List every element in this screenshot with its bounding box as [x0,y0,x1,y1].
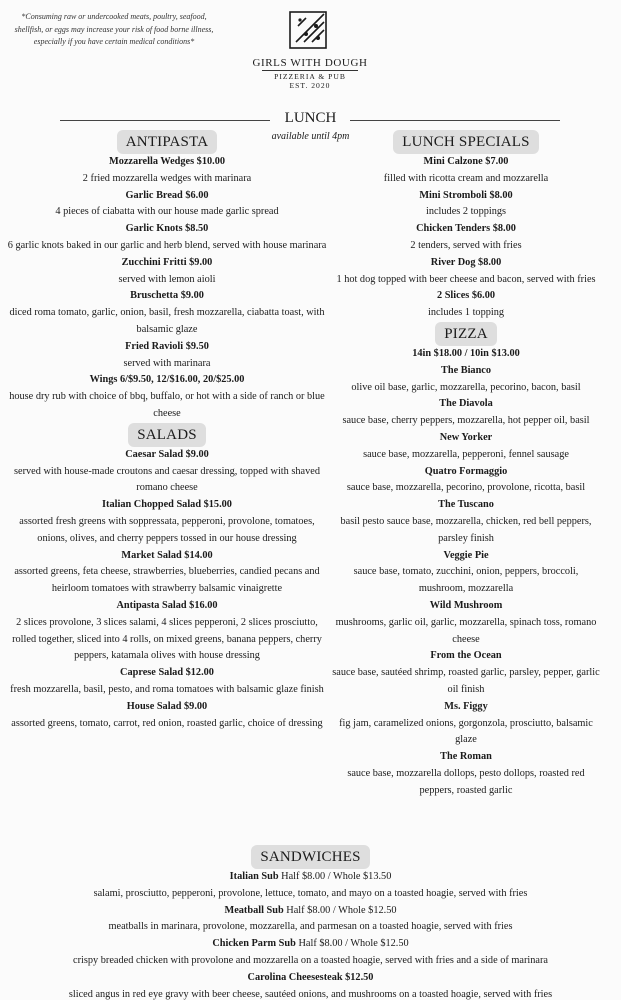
left-column [2,130,332,732]
item-description: basil pesto sauce base, mozzarella, chicken, red bell peppers, parsley finish [340,515,592,544]
item-description: salami, prosciutto, pepperoni, provolone, lettuce, tomato, and mayo on a toasted hoagie, served with fries [93,887,528,899]
item-name: The Bianco [440,364,492,376]
item-price: Half $8.00 / Whole $13.50 [281,871,392,882]
item-description: served with marinara [123,357,211,369]
item-description: 2 tenders, served with fries [410,239,522,251]
item-name: The Tuscano [438,499,494,511]
menu-item [328,464,604,498]
item-description: includes 2 toppings [425,206,507,218]
item-description: crispy breaded chicken with provolone and mozzarella on a toasted hoagie, served with fries and a side of marinara [73,954,548,966]
item-name: Meatball Sub [224,904,284,916]
item-description: sauce base, sautéed shrimp, roasted garlic, parsley, pepper, garlic oil finish [332,667,600,695]
menu-item [2,447,332,497]
item-description: sliced angus in red eye gravy with beer cheese, sautéed onions, and mushrooms on a toasted hoagie, served with fries [68,988,553,1000]
health-disclaimer: *Consuming raw or undercooked meats, poultry, seafood, shellfish, or eggs may increase your risk of food borne illness, especially if you have certain medical conditions* [14,12,214,47]
item-name: Mozzarella Wedges $10.00 [108,156,225,167]
item-price: Half $8.00 / Whole $12.50 [298,938,409,950]
salads-heading: SALADS [128,423,206,447]
logo-established: EST. 2020 [289,81,331,90]
right-column [328,130,604,799]
item-name: River Dog $8.00 [430,256,502,268]
menu-item [328,598,604,648]
item-name: Zucchini Fritti $9.00 [121,256,213,268]
item-description: filled with ricotta cream and mozzarella [383,172,549,184]
item-name: Wings 6/$9.50, 12/$16.00, 20/$25.00 [89,374,245,386]
item-name: New Yorker [439,431,493,443]
item-name: Fried Ravioli $9.50 [125,340,209,352]
item-description: sauce base, cherry peppers, mozzarella, hot pepper oil, basil [342,415,590,427]
item-description: house dry rub with choice of bbq, buffalo, or hot with a side of ranch or blue cheese [9,391,325,419]
item-name: Veggie Pie [443,549,489,561]
item-name: Chicken Tenders $8.00 [416,223,516,235]
menu-item [2,665,332,699]
item-name: Ms. Figgy [444,700,488,712]
item-name: Mini Calzone $7.00 [423,156,509,167]
logo [240,6,380,98]
item-description: fig jam, caramelized onions, gorgonzola, prosciutto, balsamic glaze [339,717,593,746]
menu-item [2,548,332,598]
item-name: Wild Mushroom [429,599,503,611]
item-description: 2 slices provolone, 3 slices salami, 4 slices pepperoni, 2 slices prosciutto, rolled together, sliced into 4 rolls, on mixed greens, banana peppers, cherry peppers, katamala olives with house dressing [12,616,322,662]
menu-title: LUNCH [284,110,337,126]
logo-subtitle: PIZZERIA & PUB [274,72,346,81]
item-description: meatballs in marinara, provolone, mozzarella, and parmesan on a toasted hoagie, served with fries [108,921,513,933]
item-name: Italian Chopped Salad $15.00 [102,499,232,511]
menu-item [328,548,604,598]
item-name: Garlic Knots $8.50 [125,223,209,235]
item-name: Market Salad $14.00 [121,549,213,561]
menu-item [0,970,621,1000]
item-name: Carolina Cheesesteak $12.50 [247,971,374,983]
item-name: House Salad $9.00 [126,700,208,712]
menu-item [328,255,604,289]
item-price: Half $8.00 / Whole $12.50 [286,904,397,916]
item-description: 6 garlic knots baked in our garlic and herb blend, served with house marinara [7,239,327,251]
item-description: sauce base, mozzarella, pecorino, provolone, ricotta, basil [346,482,586,494]
item-description: diced roma tomato, garlic, onion, basil, fresh mozzarella, ciabatta toast, with balsamic glaze [9,307,325,335]
menu-item [2,188,332,222]
item-description: sauce base, mozzarella dollops, pesto dollops, roasted red peppers, roasted garlic [347,767,585,796]
item-description: assorted fresh greens with soppressata, pepperoni, provolone, tomatoes, onions, olives, and cherry peppers tossed in our house dressing [19,515,315,544]
menu-item [2,598,332,665]
menu-item [328,288,604,322]
item-description: mushrooms, garlic oil, garlic, mozzarella, spinach toss, romano cheese [335,616,597,645]
antipasta-heading: ANTIPASTA [117,130,218,154]
menu-item [2,372,332,422]
menu-item [2,154,332,188]
menu-item [328,188,604,222]
item-name: Garlic Bread $6.00 [125,189,209,201]
logo-divider [262,70,358,71]
item-name: Caesar Salad $9.00 [125,448,209,460]
menu-item [328,749,604,799]
item-description: assorted greens, feta cheese, strawberries, blueberries, candied pecans and heirloom tomatoes with strawberry balsamic vinaigrette [14,566,320,595]
menu-item [0,869,621,903]
title-rule-right [350,120,560,121]
menu-item [2,699,332,733]
item-name: Mini Stromboli $8.00 [419,189,513,201]
item-name: Caprese Salad $12.00 [120,667,214,679]
item-name: Quatro Formaggio [424,465,508,477]
item-name: From the Ocean [430,650,502,662]
lunch-specials-heading: LUNCH SPECIALS [393,130,538,154]
pizza-heading: PIZZA [435,322,497,346]
menu-item [2,497,332,547]
pizza-logo-icon [282,6,338,56]
pizza-sizes: 14in $18.00 / 10in $13.00 [412,347,520,359]
item-description: served with house-made croutons and caesar dressing, topped with shaved romano cheese [14,465,320,494]
menu-item [328,221,604,255]
logo-name: GIRLS WITH DOUGH [252,57,368,69]
item-description: sauce base, mozzarella, pepperoni, fennel sausage [363,448,569,460]
menu-item [328,430,604,464]
item-name: Chicken Parm Sub [212,938,296,950]
menu-item [0,903,621,937]
item-description: fresh mozzarella, basil, pesto, and roma tomatoes with balsamic glaze finish [10,683,324,695]
menu-item [328,154,604,188]
item-name: Antipasta Salad $16.00 [116,599,218,611]
menu-availability: available until 4pm [271,131,350,142]
menu-item [2,288,332,338]
item-name: 2 Slices $6.00 [436,290,496,302]
menu-item [328,497,604,547]
item-description: assorted greens, tomato, carrot, red onion, roasted garlic, choice of dressing [11,717,323,729]
menu-item [328,363,604,397]
item-description: served with lemon aioli [118,273,216,285]
menu-item [328,648,604,698]
item-description: includes 1 topping [427,307,505,319]
item-description: 4 pieces of ciabatta with our house made garlic spread [55,206,279,218]
menu-item [2,255,332,289]
sandwiches-heading: SANDWICHES [251,845,369,869]
menu-item [2,339,332,373]
sandwiches-section [0,845,621,1000]
item-description: 1 hot dog topped with beer cheese and bacon, served with fries [336,273,596,285]
item-description: sauce base, tomato, zucchini, onion, peppers, broccoli, mushroom, mozzarella [353,566,579,595]
item-name: The Diavola [439,398,493,410]
item-name: The Roman [440,751,492,763]
menu-item [2,221,332,255]
item-name: Bruschetta $9.00 [130,290,204,302]
menu-item [0,936,621,970]
item-description: olive oil base, garlic, mozzarella, pecorino, bacon, basil [351,381,581,393]
item-description: 2 fried mozzarella wedges with marinara [82,172,252,184]
menu-item [328,699,604,749]
menu-item [328,396,604,430]
item-name: Italian Sub [229,871,279,882]
